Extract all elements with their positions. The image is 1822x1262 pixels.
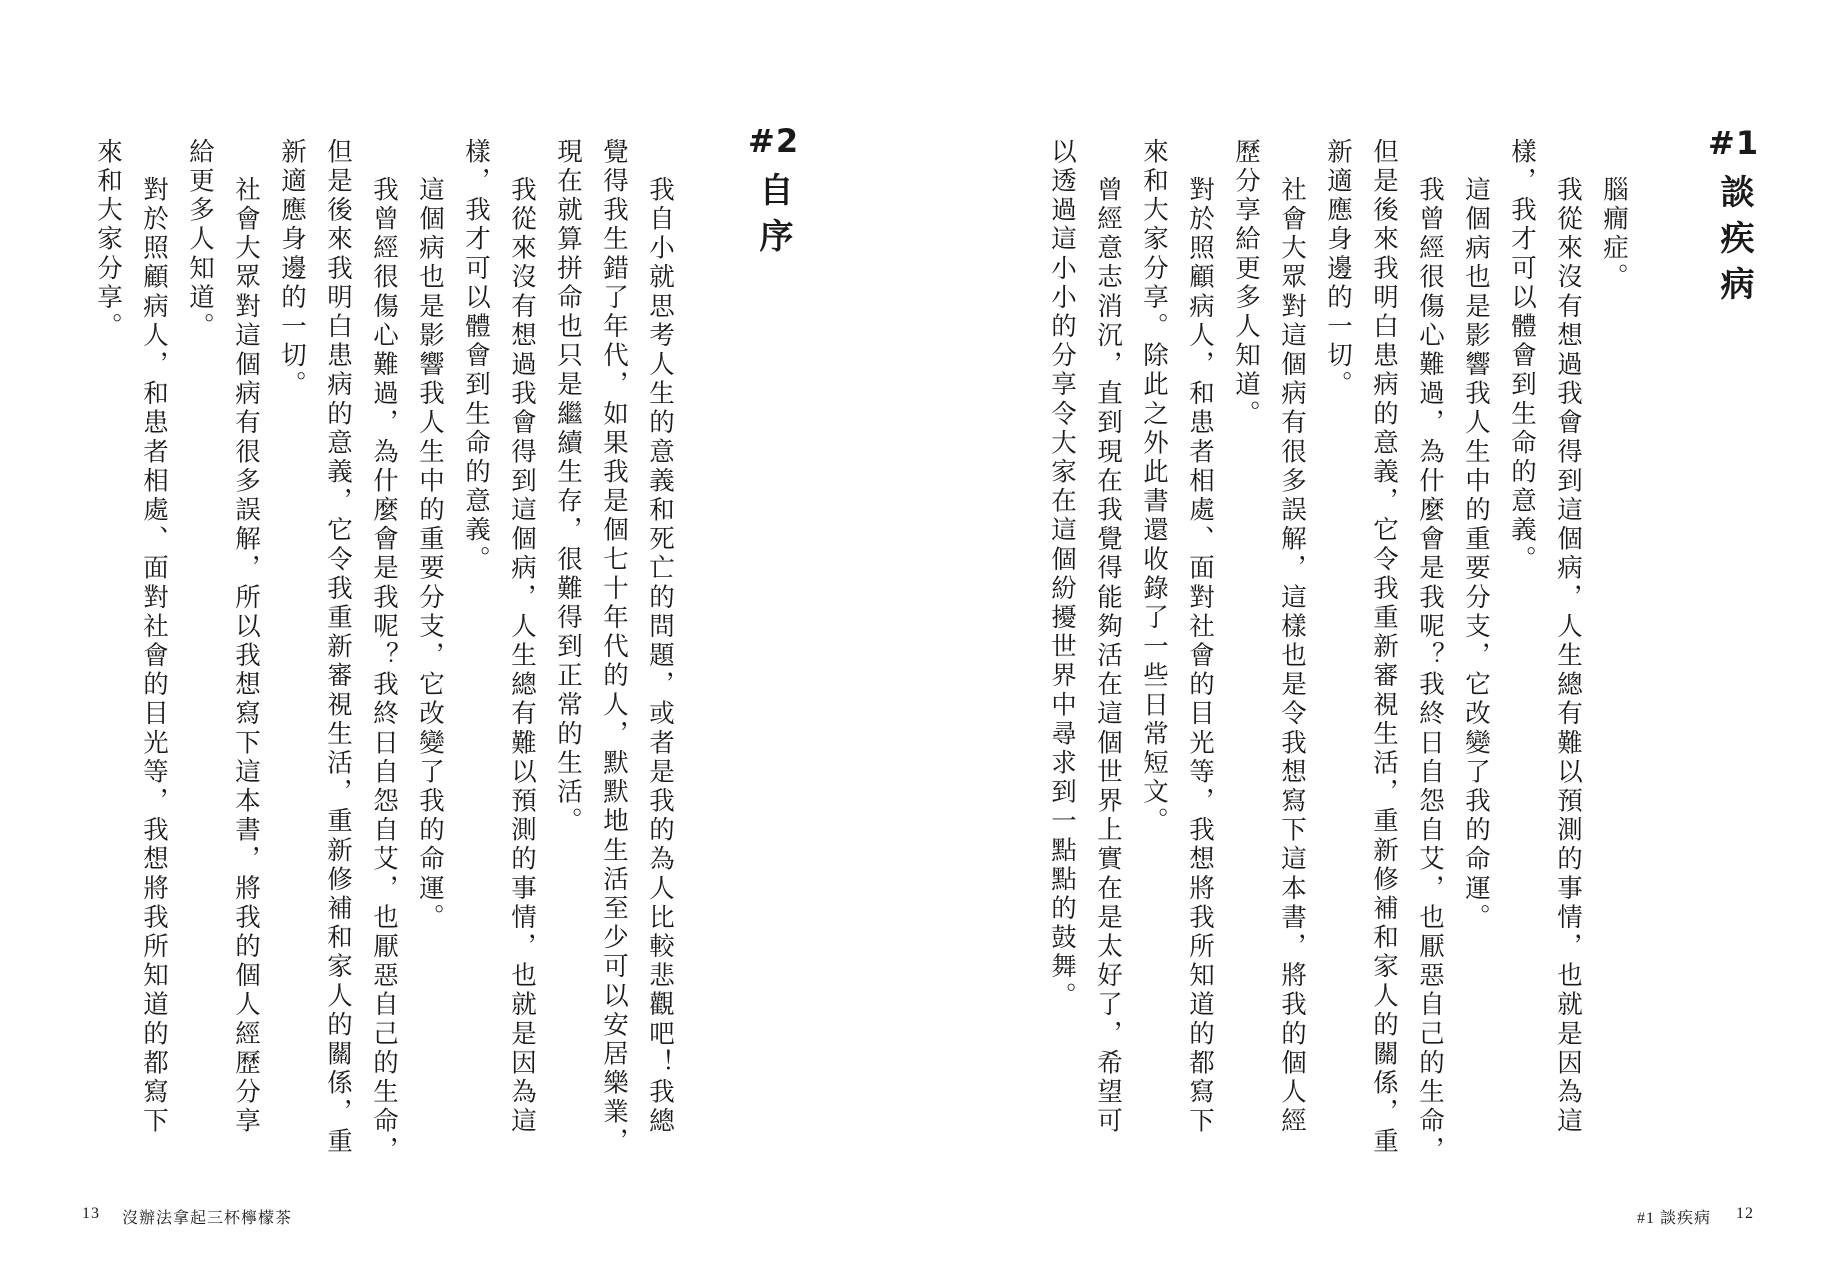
section-label: #1 談疾病 [1637,1210,1712,1227]
text-line: 但是後來我明白患病的意義，它令我重新審視生活，重新修補和家人的關係，重 [1369,138,1399,1157]
text-line: 覺得我生錯了年代，如果我是個七十年代的人，默默地生活至少可以安居樂業， [599,138,629,1157]
page-number: 13 [82,1205,100,1222]
book-title: 沒辦法拿起三杯檸檬茶 [122,1210,293,1227]
text-line: 來和大家分享。除此之外此書還收錄了一些日常短文。 [1139,138,1169,837]
text-line: 新適應身邊的一切。 [1323,138,1353,400]
section-title: 自序 [753,172,793,264]
text-line: 對於照顧病人，和患者相處、面對社會的目光等，我想將我所知道的都寫下 [1185,176,1215,1137]
text-line: 但是後來我明白患病的意義，它令我重新審視生活，重新修補和家人的關係，重 [323,138,353,1157]
text-line: 新適應身邊的一切。 [277,138,307,400]
text-line: 歷分享給更多人知道。 [1231,138,1261,429]
text-line: 以透過這小小的分享令大家在這個紛擾世界中尋求到一點點的鼓舞。 [1047,138,1077,1011]
text-line: 給更多人知道。 [185,138,215,342]
text-line: 樣，我才可以體會到生命的意義。 [1507,138,1537,575]
text-line: 這個病也是影響我人生中的重要分支，它改變了我的命運。 [1461,176,1491,933]
section-number: #2 [748,122,800,160]
text-line: 對於照顧病人，和患者相處、面對社會的目光等，我想將我所知道的都寫下 [139,176,169,1137]
page-number: 12 [1736,1205,1754,1222]
section-number: #1 [1708,124,1760,162]
text-line: 我自小就思考人生的意義和死亡的問題，或者是我的為人比較悲觀吧！我總 [645,176,675,1137]
text-line: 這個病也是影響我人生中的重要分支，它改變了我的命運。 [415,176,445,933]
text-line: 現在就算拼命也只是繼續生存，很難得到正常的生活。 [553,138,583,837]
text-line: 社會大眾對這個病有很多誤解，所以我想寫下這本書，將我的個人經歷分享 [231,176,261,1137]
section-title: 談疾病 [1714,174,1754,312]
text-line: 我從來沒有想過我會得到這個病，人生總有難以預測的事情，也就是因為這 [1553,176,1583,1137]
text-line: 樣，我才可以體會到生命的意義。 [461,138,491,575]
right-page [911,0,1822,1262]
text-line: 社會大眾對這個病有很多誤解，這樣也是令我想寫下這本書，將我的個人經 [1277,176,1307,1137]
text-line: 來和大家分享。 [93,138,123,342]
text-line: 我曾經很傷心難過，為什麼會是我呢？我終日自怨自艾，也厭惡自己的生命， [369,176,399,1166]
text-line: 曾經意志消沉，直到現在我覺得能夠活在這個世界上實在是太好了，希望可 [1093,176,1123,1137]
text-line: 腦癇症。 [1599,176,1629,293]
text-line: 我從來沒有想過我會得到這個病，人生總有難以預測的事情，也就是因為這 [507,176,537,1137]
text-line: 我曾經很傷心難過，為什麼會是我呢？我終日自怨自艾，也厭惡自己的生命， [1415,176,1445,1166]
